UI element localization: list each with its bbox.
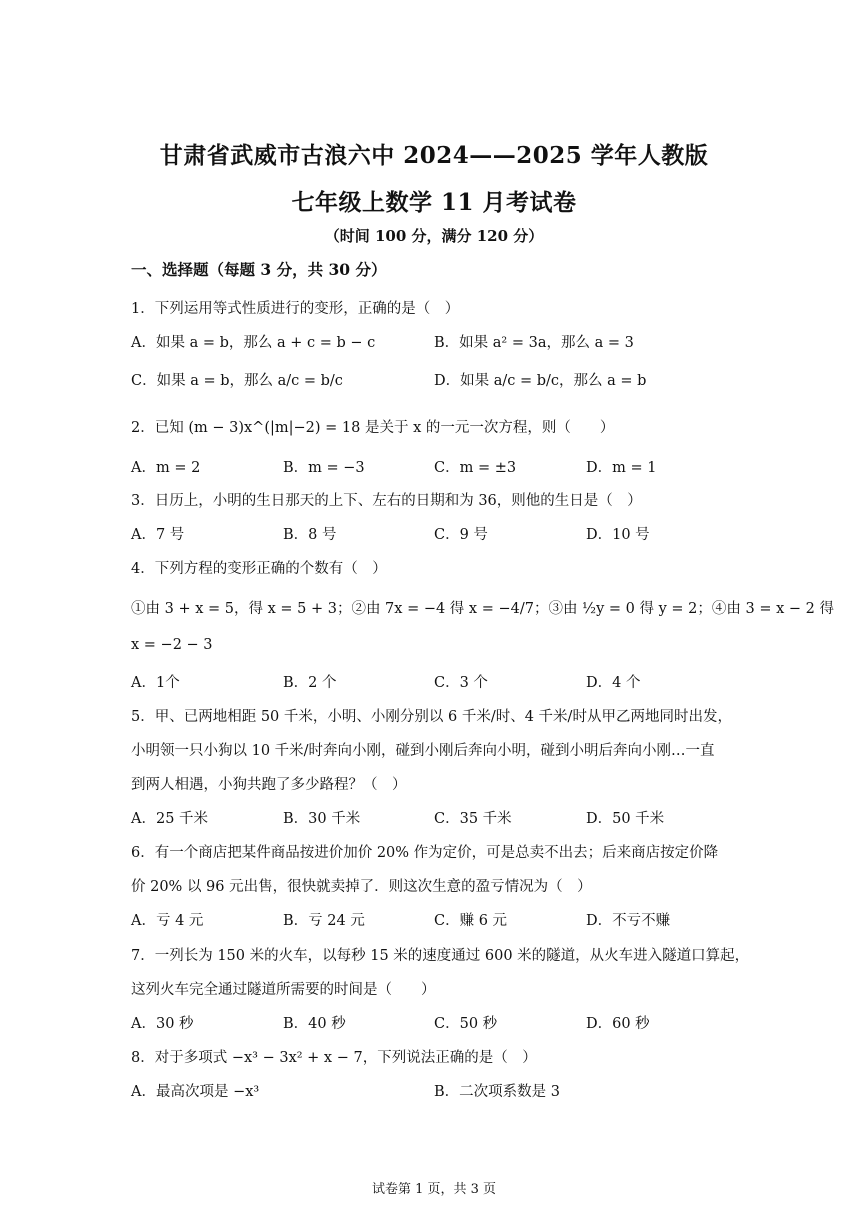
question-5-option-a: A．25 千米	[131, 811, 209, 827]
exam-subtitle: （时间 100 分，满分 120 分）	[324, 227, 544, 245]
question-5-stem-line1: 5．甲、已两地相距 50 千米，小明、小刚分别以 6 千米/时、4 千米/时从甲乙两地同时出发，	[131, 709, 732, 725]
question-6-stem-line2: 价 20% 以 96 元出售，很快就卖掉了．则这次生意的盈亏情况为（ ）	[131, 879, 592, 895]
question-3-option-c: C．9 号	[434, 527, 488, 543]
question-4-option-a: A．1个	[131, 675, 180, 691]
question-5-option-b: B．30 千米	[283, 811, 361, 827]
question-3-stem: 3．日历上，小明的生日那天的上下、左右的日期和为 36，则他的生日是（ ）	[131, 493, 642, 509]
question-5-stem-line3: 到两人相遇，小狗共跑了多少路程？（ ）	[131, 777, 407, 793]
question-2-option-b: B．m = −3	[283, 460, 365, 476]
question-6-option-d: D．不亏不赚	[586, 913, 671, 929]
question-4-stem: 4．下列方程的变形正确的个数有（ ）	[131, 561, 387, 577]
question-8-stem: 8．对于多项式 −x³ − 3x² + x − 7，下列说法正确的是（ ）	[131, 1050, 537, 1066]
question-5-option-d: D．50 千米	[586, 811, 665, 827]
question-7-option-d: D．60 秒	[586, 1016, 650, 1032]
question-7-stem-line1: 7．一列长为 150 米的火车，以每秒 15 米的速度通过 600 米的隧道，从火车进入隧道口算起，	[131, 948, 750, 964]
question-5-option-c: C．35 千米	[434, 811, 512, 827]
question-7-option-c: C．50 秒	[434, 1016, 498, 1032]
question-2-option-a: A．m = 2	[131, 460, 201, 476]
question-4-option-c: C．3 个	[434, 675, 488, 691]
question-2-option-d: D．m = 1	[586, 460, 657, 476]
question-2-option-c: C．m = ±3	[434, 460, 517, 476]
exam-title-line1: 甘肃省武威市古浪六中 2024——2025 学年人教版	[159, 142, 709, 169]
question-4-statements: ①由 3 + x = 5，得 x = 5 + 3；②由 7x = −4 得 x = −4/7；③由 ½y = 0 得 y = 2；④由 3 = x − 2 得	[131, 601, 834, 617]
question-3-option-b: B．8 号	[283, 527, 337, 543]
question-1-option-a: A．如果 a = b，那么 a + c = b − c	[131, 335, 376, 351]
question-3-option-d: D．10 号	[586, 527, 650, 543]
question-7-stem-line2: 这列火车完全通过隧道所需要的时间是（ ）	[131, 982, 436, 998]
question-1-option-b: B．如果 a² = 3a，那么 a = 3	[434, 335, 634, 351]
question-1-option-d: D．如果 a/c = b/c，那么 a = b	[434, 373, 647, 389]
page-footer: 试卷第 1 页，共 3 页	[371, 1182, 497, 1197]
question-6-option-b: B．亏 24 元	[283, 913, 365, 929]
exam-title-line2: 七年级上数学 11 月考试卷	[291, 189, 577, 216]
question-1-stem: 1．下列运用等式性质进行的变形，正确的是（ ）	[131, 301, 460, 317]
question-8-option-b: B．二次项系数是 3	[434, 1084, 560, 1100]
question-8-option-a: A．最高次项是 −x³	[131, 1084, 260, 1100]
question-4-option-d: D．4 个	[586, 675, 641, 691]
question-4-statements-cont: x = −2 − 3	[131, 637, 213, 653]
question-6-option-c: C．赚 6 元	[434, 913, 508, 929]
question-2-stem: 2．已知 (m − 3)x^(|m|−2) = 18 是关于 x 的一元一次方程，则（ ）	[131, 420, 615, 436]
question-7-option-b: B．40 秒	[283, 1016, 346, 1032]
question-3-option-a: A．7 号	[131, 527, 185, 543]
section-heading: 一、选择题（每题 3 分，共 30 分）	[131, 260, 387, 279]
question-7-option-a: A．30 秒	[131, 1016, 194, 1032]
question-4-option-b: B．2 个	[283, 675, 337, 691]
question-1-option-c: C．如果 a = b，那么 a/c = b/c	[131, 373, 343, 389]
question-5-stem-line2: 小明领一只小狗以 10 千米/时奔向小刚，碰到小刚后奔向小明，碰到小明后奔向小刚…一直	[131, 743, 715, 759]
question-6-option-a: A．亏 4 元	[131, 913, 204, 929]
question-6-stem-line1: 6．有一个商店把某件商品按进价加价 20% 作为定价，可是总卖不出去；后来商店按定价降	[131, 845, 719, 861]
